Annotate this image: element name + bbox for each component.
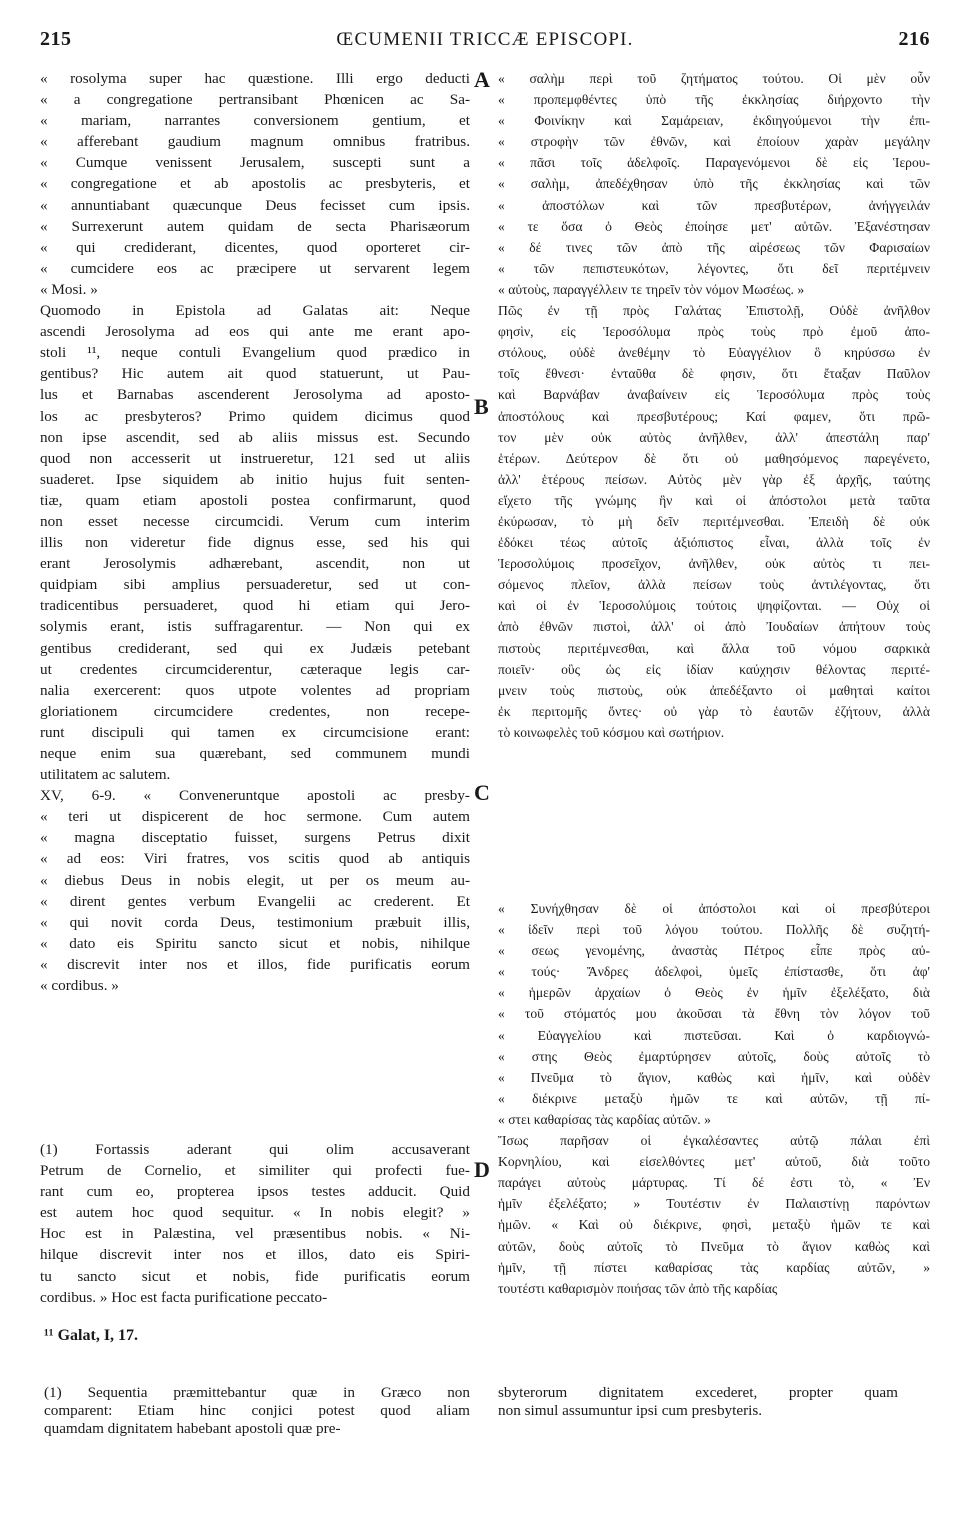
text-line: runt discipuli qui tamen ex circumcisione erant: (40, 723, 470, 741)
text-line: « qui novit corda Deus, testimonium præbuit illis, (40, 913, 470, 931)
text-line: quamdam dignitatem habebant apostoli quæ pre- (44, 1420, 341, 1437)
text-line: ποιεῖν· οὓς ὡς εἰς ἰδίαν καύχησιν θέλοντας περιτέ- (498, 661, 930, 677)
page-header (40, 28, 930, 58)
text-line: quod non accesserit ut instrueretur, 121 sed ut aliis (40, 449, 470, 467)
text-line: « Συνήχθησαν δὲ οἱ ἀπόστολοι καὶ οἱ πρεσβύτεροι (498, 901, 930, 916)
text-line: « δέ τινες τῶν ἀπὸ τῆς αἱρέσεως τῶν Φαρισαίων (498, 239, 930, 255)
text-line: « τούς· Ἄνδρες ἀδελφοὶ, ὑμεῖς ἐπίστασθε, ὅτι ἀφ' (498, 964, 930, 980)
text-line: neque enim sua quærebant, sed communem mundi (40, 745, 470, 762)
text-line: « σαλὴμ, ἀπεδέχθησαν ὑπὸ τῆς ἐκκλησίας καὶ τῶν (498, 176, 930, 192)
text-line: καὶ οἱ ἐν Ἱεροσολύμοις τούτοις ψηφίζονται. — Οὐχ οἱ (498, 598, 930, 614)
text-line: illis non videretur fide dignus esse, sed his qui (40, 534, 470, 552)
text-line: XV, 6-9. « Conveneruntque apostoli ac presby- (40, 787, 470, 805)
text-line: (1) Sequentia præmittebantur quæ in Græco non (44, 1384, 470, 1401)
text-line: « afferebant gaudium magnum omnibus fratribus. (40, 133, 470, 151)
text-line: ἐκύρωσαν, τὸ μὴ δεῖν περιτέμνεσθαι. Ἐπειδὴ δὲ οὐκ (498, 513, 930, 529)
text-line: « προπεμφθέντες ὑπὸ τῆς ἐκκλησίας διήρχοντο τὴν (498, 92, 930, 108)
text-line: « ἡμερῶν ἀρχαίων ὁ Θεὸς ἐν ἡμῖν ἐξελέξατο, διὰ (498, 985, 930, 1001)
text-line: « ad eos: Viri fratres, vos scitis quod ab antiquis (40, 850, 470, 868)
text-line: « Εὐαγγελίου καὶ πιστεῦσαι. Καὶ ὁ καρδιογνώ- (498, 1027, 930, 1043)
text-line: Ἱεροσολύμοις προσεῖχον, ἀνῆλθεν, οὐκ αὐτὸς τι πει- (498, 556, 930, 572)
text-line: « rosolyma super hac quæstione. Illi ergo deducti (40, 70, 470, 87)
text-line: ἡμῖν, τῇ πίστει καθαρίσας τὰς καρδίας αὐτῶν, » (498, 1259, 930, 1275)
text-line: « mariam, narrantes conversionem gentium, et (40, 112, 470, 130)
right-page-number: 216 (898, 28, 930, 50)
text-line: « a congregatione pertransibant Phœnicen ac Sa- (40, 91, 470, 109)
text-line: « congregatione et ab apostolis ac presbyteris, et (40, 175, 470, 193)
text-line: ascendi Jerosolyma ad eos qui ante me erant apo- (40, 323, 470, 341)
text-line: non esset necesse circumcidi. Verum cum interim (40, 512, 470, 530)
section-marker-d: D (474, 1157, 490, 1182)
text-line: « σεως γενομένης, ἀναστὰς Πέτρος εἶπε πρὸς αὐ- (498, 943, 930, 959)
text-line: gentibus? Hic autem ait quod statuerunt, ut Pau- (40, 365, 470, 383)
text-line: Hoc est in Palæstina, vel præsentibus nobis. « Ni- (40, 1225, 470, 1243)
text-line: « annuntiabant quæcunque Deus fecisset cum ipsis. (40, 196, 470, 214)
latin-column-main (40, 68, 470, 996)
text-line: Κορνηλίου, καὶ εἰσελθόντες μετ' αὐτοῦ, διὰ τοῦτο (498, 1154, 930, 1170)
text-line: « discrevit inter nos et illos, fide purificatis eorum (40, 955, 470, 973)
text-line: ἑτέρων. Δεύτερον δὲ ὅτι οὐ μαθησόμενος παρεγένετο, (498, 450, 930, 466)
text-line: « magna disceptatio fuisset, surgens Petrus dixit (40, 829, 470, 847)
latin-column-note (40, 1139, 470, 1308)
text-line: los ac presbyteros? Primo quidem dicimus quod (40, 407, 470, 425)
text-line: comparent: Etiam hinc conjici potest quod aliam (44, 1402, 470, 1419)
text-line: πιστοὺς περιτέμνεσθαι, καὶ ἄλλα τοῦ νόμου σαρκικὰ (498, 640, 930, 656)
section-marker-a: A (474, 67, 490, 92)
text-line: non simul assumuntur ipsi cum presbyteris. (498, 1402, 763, 1419)
text-line: « πᾶσι τοῖς ἀδελφοῖς. Παραγενόμενοι δὲ εἰς Ἱερου- (498, 155, 930, 171)
text-line: Petrum de Cornelio, et similiter qui profecti fue- (40, 1162, 470, 1180)
text-line: Ἴσως παρῆσαν οἱ ἐγκαλέσαντες αὐτῷ πάλαι ἐπὶ (498, 1133, 930, 1149)
text-line: « teri ut dispicerent de hoc sermone. Cum autem (40, 808, 470, 826)
text-line: est autem hoc quod sequitur. « In nobis elegit? » (40, 1204, 470, 1222)
text-line: « Πνεῦμα τὸ ἅγιον, καθὼς καὶ ἡμῖν, καὶ οὐδὲν (498, 1069, 930, 1085)
text-line: sbyterorum dignitatem excederet, propter quam (498, 1384, 898, 1401)
text-line: gloriationem circumcidere credentes, non recepe- (40, 702, 470, 720)
scripture-footnote: ¹¹ Galat, I, 17. (44, 1327, 139, 1344)
text-line: quidpiam sibi amplius persuaderetur, sed ut con- (40, 576, 470, 594)
text-line: tiæ, quam etiam apostoli postea confirmarunt, quod (40, 491, 470, 509)
text-line: gentibus crediderant, sed qui ex Judæis petebant (40, 639, 470, 657)
text-line: « cordibus. » (40, 977, 119, 995)
text-line: τοῖς ἔθνεσι· ἐνταῦθα δὲ φησιν, ὅτι ἔταξαν Παῦλον (498, 366, 930, 382)
text-line: « Surrexerunt autem quidam de secta Pharisæorum (40, 217, 470, 235)
left-page-number: 215 (40, 28, 72, 50)
text-line: ἀποστόλους καὶ πρεσβυτέρους; Καί φαμεν, ὅτι πρῶ- (498, 408, 930, 424)
footnote-left (44, 1384, 470, 1438)
text-line: ἡμῶν. « Καὶ οὐ διέκρινε, φησὶ, μεταξὺ ἡμῶν τε καὶ (498, 1217, 930, 1233)
text-line: Πῶς ἐν τῇ πρὸς Γαλάτας Ἐπιστολῇ, Οὐδὲ ἀνῆλθον (498, 303, 930, 319)
text-line: solymis erant, istis suffragarentur. — Non qui ex (40, 618, 470, 636)
text-line: nalia exercerent: quos utpote volentes ad propriam (40, 681, 470, 699)
greek-column-second (498, 898, 930, 1299)
text-line: αὐτῶν, δοὺς αὐτοῖς τὸ Πνεῦμα τὸ ἅγιον καθὼς καὶ (498, 1238, 930, 1254)
text-line: hilque discrevit inter nos et illos, dato eis Spiri- (40, 1246, 470, 1264)
text-line: cordibus. » Hoc est facta purificatione peccato- (40, 1288, 328, 1306)
text-line: « τοῦ στόματός μου ἀκοῦσαι τὰ ἔθνη τὸν λόγον τοῦ (498, 1006, 930, 1022)
text-line: τουτέστι καθαρισμὸν ποιήσας τῶν ἀπὸ τῆς καρδίας (498, 1280, 778, 1296)
text-line: stoli ¹¹, neque contuli Evangelium quod prædico in (40, 344, 470, 362)
text-line: (1) Fortassis aderant qui olim accusaverant (40, 1141, 470, 1158)
text-line: σόμενος πλεῖον, ἀλλὰ πείσων τοὺς ἀντιλέγοντας, ὅτι (498, 577, 930, 593)
text-line: « dato eis Spiritu sancto sicut et nobis, nihilque (40, 934, 470, 952)
text-line: tu sancto sicut et nobis, fide purificatis eorum (40, 1267, 470, 1285)
text-line: τὸ κοινωφελὲς τοῦ κόσμου καὶ σωτήριον. (498, 724, 725, 740)
text-line: καὶ Βαρνάβαν ἀναβαίνειν εἰς Ἱεροσόλυμα πρὸς τοὺς (498, 387, 930, 403)
text-line: « ἀποστόλων καὶ τῶν πρεσβυτέρων, ἀνήγγειλάν (498, 197, 930, 213)
text-line: ἀπὸ ἐθνῶν πιστοὶ, ἀλλ' οἱ ἀπὸ Ἰουδαίων ἀπήτουν τοὺς (498, 619, 930, 635)
text-line: φησὶν, εἰς Ἱεροσόλυμα πρὸς τοὺς πρὸ ἐμοῦ ἀπο- (498, 324, 930, 340)
text-line: τον μὲν οὐκ αὐτὸς ἀνῆλθεν, ἀλλ' ἀπεστάλη παρ' (498, 429, 930, 445)
text-line: ἐδόκει τέως αὐτοῖς ἀξιόπιστος εἶναι, ἀλλὰ τοῖς ἐν (498, 535, 930, 551)
text-line: tradicentibus persuaderet, quod hi etiam qui Jero- (40, 597, 470, 615)
greek-column-main (498, 68, 930, 743)
text-line: εἴχετο τῆς γνώμης ἣν καὶ οἱ ἀπόστολοι μετὰ ταῦτα (498, 492, 930, 508)
running-title: ŒCUMENII TRICCÆ EPISCOPI. (336, 29, 634, 50)
text-line: « ἰδεῖν περὶ τοῦ λόγου τούτου. Πολλῆς δὲ συζητή- (498, 922, 930, 938)
text-line: μνειν τοὺς πιστοὺς, οὐκ ἀπεδέξαντο οἱ μαθηταὶ καίτοι (498, 682, 930, 698)
text-line: suaderet. Ipse siquidem ab initio hujus fuit senten- (40, 470, 470, 488)
text-line: « Φοινίκην καὶ Σαμάρειαν, ἐκδιηγούμενοι τὴν ἐπι- (498, 113, 930, 129)
text-line: « τε ὅσα ὁ Θεὸς ἐποίησε μετ' αὐτῶν. Ἐξανέστησαν (498, 218, 930, 234)
text-line: « αὐτοὺς, παραγγέλλειν τε τηρεῖν τὸν νόμον Μωσέως. » (498, 281, 805, 297)
text-line: « σαλὴμ περὶ τοῦ ζητήματος τούτου. Οἱ μὲν οὖν (498, 71, 930, 86)
text-line: ἐκ περιτομῆς ὄντες· οὐ γὰρ τὸ ἑαυτῶν ἐζήτουν, ἀλλὰ (498, 703, 930, 719)
text-line: « dirent gentes verbum Evangelii ac crederent. Et (40, 892, 470, 910)
text-line: « diebus Deus in nobis elegit, ut per os meum au- (40, 871, 470, 889)
text-line: « Mosi. » (40, 280, 98, 298)
text-line: erant Jerosolymis adhærebant, ascendit, non ut (40, 555, 470, 573)
text-line: non ipse ascendit, sed ab aliis missus est. Secundo (40, 428, 470, 446)
text-line: « cumcidere eos ac præcipere ut servarent legem (40, 259, 470, 277)
text-line: lus et Barnabas ascenderent Jerosolyma ad aposto- (40, 386, 470, 404)
text-line: « στης Θεὸς ἐμαρτύρησεν αὐτοῖς, δοὺς αὐτοῖς τὸ (498, 1048, 930, 1064)
text-line: Quomodo in Epistola ad Galatas ait: Neque (40, 302, 470, 320)
text-line: utilitatem ac salutem. (40, 766, 171, 784)
text-line: « τῶν πεπιστευκότων, λέγοντες, ὅτι δεῖ περιτέμνειν (498, 260, 930, 276)
text-line: ἀλλ' ἑτέρους πείσων. Αὐτὸς μὲν γὰρ ἐξ ἀρχῆς, ταύτης (498, 471, 930, 487)
text-line: στόλους, οὐδὲ ἀνεθέμην τὸ Εὐαγγέλιον ὃ κηρύσσω ἐν (498, 345, 930, 361)
text-line: ut credentes circumciderentur, cæteraque legis car- (40, 660, 470, 678)
text-line: παράγει αὐτοὺς μάρτυρας. Τί δέ ἐστι τὸ, « Ἐν (498, 1175, 930, 1191)
text-line: rant cum eo, propterea ipsos testes adducit. Quid (40, 1183, 470, 1201)
text-line: « στει καθαρίσας τὰς καρδίας αὐτῶν. » (498, 1111, 711, 1127)
text-line: « qui crediderant, dicentes, quod oporteret cir- (40, 238, 470, 256)
section-marker-b: B (474, 394, 489, 419)
text-line: « Cumque venissent Jerusalem, suscepti sunt a (40, 154, 470, 172)
footnote-right (498, 1384, 898, 1420)
text-line: « διέκρινε μεταξὺ ἡμῶν τε καὶ αὐτῶν, τῇ πί- (498, 1090, 930, 1106)
text-line: ἡμῖν ἐξελέξατο; » Τουτέστιν ἐν Παλαιστίνῃ παρόντων (498, 1196, 930, 1212)
section-marker-c: C (474, 780, 490, 805)
text-line: « στροφὴν τῶν ἐθνῶν, καὶ ἐποίουν χαρὰν μεγάλην (498, 134, 930, 150)
